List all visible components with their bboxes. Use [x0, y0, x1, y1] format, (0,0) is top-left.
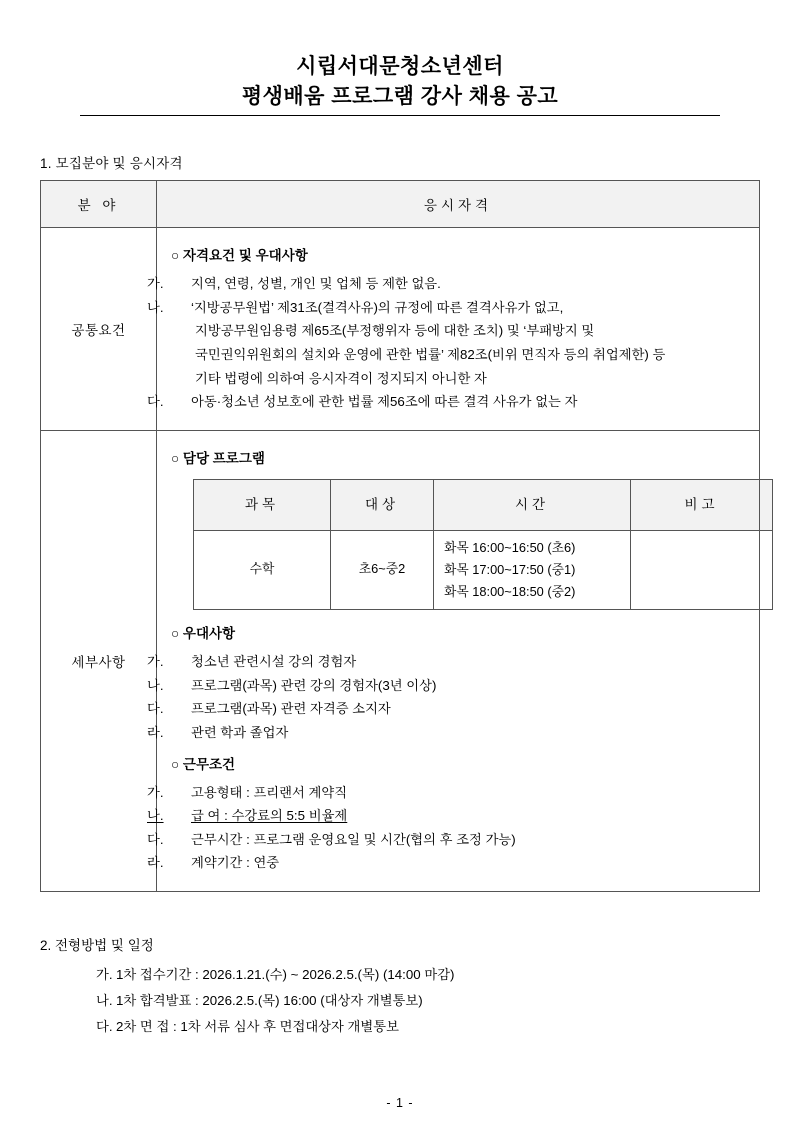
- common-item: [147, 390, 745, 414]
- preference-item-text: 프로그램(과목) 관련 자격증 소지자: [191, 701, 391, 717]
- header-field: 분 야: [41, 180, 157, 227]
- program-head: ○ 담당 프로그램: [171, 450, 265, 466]
- schedule-item-text: 1차 합격발표 : 2026.2.5.(목) 16:00 (대상자 개별통보): [116, 993, 423, 1009]
- title-underline: [80, 115, 720, 116]
- schedule-item: [40, 988, 760, 1014]
- schedule-item: [40, 962, 760, 988]
- common-item: [147, 296, 745, 320]
- program-time-line: 화목 18:00~18:50 (중2): [444, 583, 576, 599]
- common-requirements-head: ○ 자격요건 및 우대사항: [171, 247, 308, 263]
- preference-item: [147, 650, 745, 674]
- row-content-common: [147, 227, 760, 430]
- common-item-text: 지방공무원임용령 제65조(부정행위자 등에 대한 조치) 및 ‘부패방지 및: [195, 323, 595, 339]
- program-remark: [631, 530, 773, 609]
- preference-item-label: 가.: [147, 653, 164, 669]
- common-item-text: 아동·청소년 성보호에 관한 법률 제56조에 따른 결격 사유가 없는 자: [191, 394, 578, 410]
- common-item-label: 다.: [147, 394, 164, 410]
- condition-item-text: 계약기간 : 연중: [191, 855, 280, 871]
- schedule-item-label: 다.: [96, 1018, 113, 1034]
- condition-item-label: 라.: [147, 855, 164, 871]
- preference-item: [147, 697, 745, 721]
- preference-item-label: 다.: [147, 701, 164, 717]
- common-item-cont: [171, 319, 745, 343]
- condition-item-label: 가.: [147, 784, 164, 800]
- table-row-detail: [41, 430, 760, 891]
- section-2: [40, 934, 760, 1040]
- title-line-1: 시립서대문청소년센터: [296, 55, 504, 78]
- table-header-row: [41, 180, 760, 227]
- row-label-common: 공통요건: [41, 227, 157, 430]
- preference-item-label: 나.: [147, 677, 164, 693]
- program-header-remark: 비고: [631, 479, 773, 530]
- preference-item: [147, 674, 745, 698]
- preference-item: [147, 721, 745, 745]
- schedule-item-label: 나.: [96, 993, 113, 1009]
- program-subject: 수학: [194, 530, 331, 609]
- page-number: - 1 -: [386, 1096, 414, 1110]
- common-item-cont: [171, 343, 745, 367]
- section-1-heading: 1. 모집분야 및 응시자격: [40, 155, 183, 171]
- program-table-wrap: [171, 475, 745, 620]
- schedule-item-label: 가.: [96, 967, 113, 983]
- condition-item: [147, 804, 745, 828]
- common-item-text: 국민권익위원회의 설치와 운영에 관한 법률’ 제82조(비위 면직자 등의 취업제한) 등: [195, 346, 666, 362]
- row-content-detail: [147, 430, 760, 891]
- program-header-row: [194, 479, 773, 530]
- preference-item-text: 청소년 관련시설 강의 경험자: [191, 653, 357, 669]
- condition-item-text: 급 여 : 수강료의 5:5 비율제: [191, 808, 348, 824]
- condition-item-label: 다.: [147, 831, 164, 847]
- schedule-item-text: 2차 면 접 : 1차 서류 심사 후 면접대상자 개별통보: [116, 1018, 399, 1034]
- condition-item: [147, 781, 745, 805]
- title-line-2: 평생배움 프로그램 강사 채용 공고: [241, 85, 559, 109]
- program-header-time: 시간: [434, 479, 631, 530]
- condition-item-text: 근무시간 : 프로그램 운영요일 및 시간(협의 후 조정 가능): [191, 831, 516, 847]
- common-item-text: 지역, 연령, 성별, 개인 및 업체 등 제한 없음.: [191, 275, 441, 291]
- program-header-target: 대상: [331, 479, 434, 530]
- condition-item: [147, 828, 745, 852]
- row-label-detail: 세부사항: [41, 430, 157, 891]
- preference-item-text: 관련 학과 졸업자: [191, 724, 289, 740]
- preference-item-text: 프로그램(과목) 관련 강의 경험자(3년 이상): [191, 677, 437, 693]
- program-target: 초6~중2: [331, 530, 434, 609]
- condition-item-label: 나.: [147, 808, 164, 824]
- program-time-line: 화목 17:00~17:50 (중1): [444, 561, 576, 577]
- common-item: [147, 272, 745, 296]
- document-title: [40, 52, 760, 116]
- common-item-text: ‘지방공무원법’ 제31조(결격사유)의 규정에 따른 결격사유가 없고,: [191, 299, 564, 315]
- schedule-item-text: 1차 접수기간 : 2026.1.21.(수) ~ 2026.2.5.(목) (14:00 마감): [116, 967, 455, 983]
- preference-head: ○ 우대사항: [171, 625, 236, 641]
- section-2-heading: 2. 전형방법 및 일정: [40, 938, 154, 954]
- condition-item: [147, 851, 745, 875]
- condition-item-text: 고용형태 : 프리랜서 계약직: [191, 784, 348, 800]
- program-table: [193, 479, 773, 610]
- condition-head: ○ 근무조건: [171, 756, 236, 772]
- common-item-text: 기타 법령에 의하여 응시자격이 정지되지 아니한 자: [195, 370, 487, 386]
- program-header-subject: 과목: [194, 479, 331, 530]
- program-times: [434, 530, 631, 609]
- table-row-common: [41, 227, 760, 430]
- preference-item-label: 라.: [147, 724, 164, 740]
- common-item-label: 나.: [147, 299, 164, 315]
- qualification-table: [40, 180, 760, 892]
- common-item-cont: [171, 367, 745, 391]
- schedule-item: [40, 1014, 760, 1040]
- header-qualification: 응시자격: [157, 180, 760, 227]
- common-item-label: 가.: [147, 275, 164, 291]
- program-time-line: 화목 16:00~16:50 (초6): [444, 539, 576, 555]
- program-row: [194, 530, 773, 609]
